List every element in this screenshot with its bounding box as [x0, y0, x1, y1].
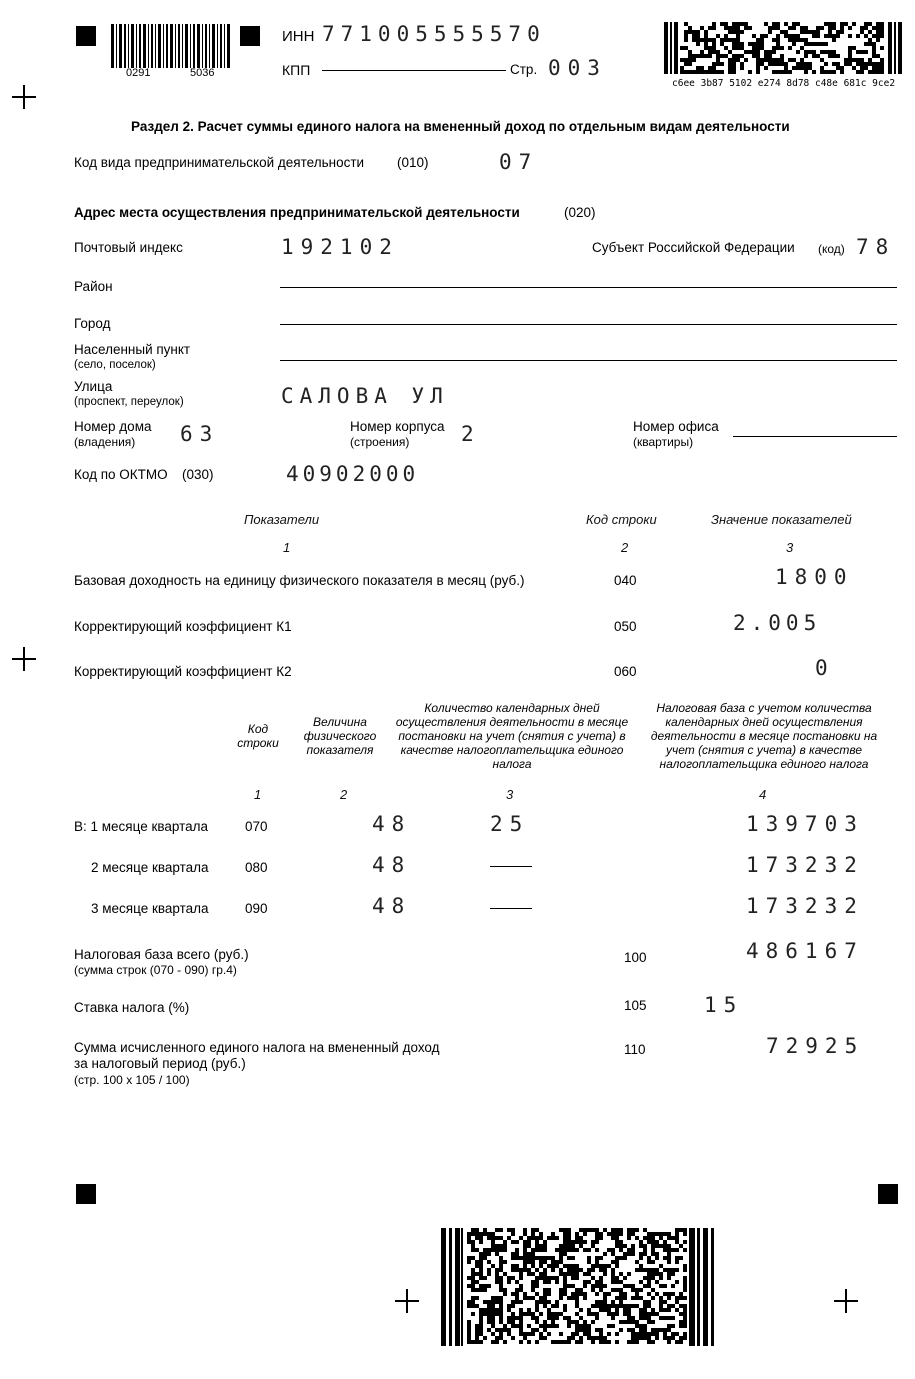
barcode-number-1: 0291	[126, 67, 151, 79]
page-number: 003	[548, 56, 607, 80]
code-header: Код строки	[586, 512, 657, 527]
house-sub: (владения)	[74, 435, 136, 449]
district-label: Район	[74, 279, 113, 294]
settlement-sub: (село, поселок)	[74, 359, 156, 371]
k2-value: 0	[815, 656, 835, 680]
street-label: Улица	[74, 379, 113, 394]
street-sub: (проспект, переулок)	[74, 396, 184, 408]
month-3-label: 3 месяце квартала	[91, 901, 209, 916]
house-label: Номер дома	[74, 419, 152, 434]
corner-marker-top-middle	[240, 26, 260, 46]
column-number: 4	[759, 787, 767, 802]
month-3-phys: 48	[372, 894, 412, 918]
monthly-base-header: Налоговая база с учетом количества календарных дней осуществления деятельности в месяце постановки на учет (снятия с учета) в качестве налогоплательщика единого налога	[650, 701, 878, 771]
tax-sum-label-2: за налоговый период (руб.)	[74, 1056, 246, 1071]
oktmo-code: (030)	[182, 467, 214, 482]
inn-value: 771005555570	[322, 22, 546, 46]
crosshair-mark	[395, 1289, 419, 1313]
postal-label: Почтовый индекс	[74, 240, 183, 255]
city-line	[280, 324, 897, 325]
row-code-050: 050	[614, 619, 637, 634]
section-title: Раздел 2. Расчет суммы единого налога на вмененный доход по отдельным видам деятельности	[131, 119, 790, 134]
oktmo-label: Код по ОКТМО	[74, 467, 168, 482]
activity-code-label: Код вида предпринимательской деятельности	[74, 155, 365, 170]
month-3-base: 173232	[746, 894, 864, 918]
address-title: Адрес места осуществления предпринимательской деятельности	[74, 205, 520, 220]
region-code-label: (код)	[818, 242, 845, 256]
tax-sum-sub: (стр. 100 х 105 / 100)	[74, 1073, 190, 1087]
corner-marker-top-left	[76, 26, 96, 46]
address-code: (020)	[564, 205, 596, 220]
month-1-phys: 48	[372, 812, 412, 836]
2d-barcode-top	[664, 22, 902, 74]
total-base-value: 486167	[746, 939, 864, 963]
kpp-underline	[322, 70, 506, 71]
linear-barcode	[111, 24, 231, 68]
row-code-105: 105	[624, 998, 647, 1013]
base-yield-label: Базовая доходность на единицу физического показателя в месяц (руб.)	[74, 573, 525, 588]
crosshair-mark	[12, 647, 36, 671]
k1-value: 2.005	[733, 611, 822, 635]
base-yield-value: 1800	[775, 565, 854, 589]
building-sub: (строения)	[350, 435, 410, 449]
settlement-label: Населенный пункт	[74, 342, 191, 357]
tax-rate-value: 15	[704, 993, 744, 1017]
monthly-code-header: Код строки	[237, 722, 279, 750]
value-header: Значение показателей	[711, 512, 852, 527]
page-label: Стр.	[510, 62, 538, 77]
month-2-phys: 48	[372, 853, 412, 877]
total-base-label: Налоговая база всего (руб.)	[74, 947, 249, 962]
month-2-days-dash	[490, 866, 532, 867]
2d-barcode-bottom	[441, 1228, 719, 1346]
month-1-base: 139703	[746, 812, 864, 836]
crosshair-mark	[12, 85, 36, 109]
monthly-phys-header: Величина физического показателя	[303, 715, 377, 757]
month-2-label: 2 месяце квартала	[91, 860, 209, 875]
row-code-070: 070	[245, 819, 268, 834]
column-number: 1	[283, 540, 291, 555]
region-value: 78	[856, 235, 896, 259]
monthly-days-header: Количество календарных дней осуществления деятельности в месяце постановки на учет (снятия с учета) в качестве налогоплательщика единого налога	[395, 701, 629, 771]
indicators-header: Показатели	[244, 512, 320, 527]
building-label: Номер корпуса	[350, 419, 445, 434]
row-code-090: 090	[245, 901, 268, 916]
column-number: 3	[786, 540, 794, 555]
month-2-base: 173232	[746, 853, 864, 877]
month-3-days-dash	[490, 908, 532, 909]
settlement-line	[280, 360, 897, 361]
column-number: 1	[254, 787, 262, 802]
inn-label: ИНН	[282, 28, 315, 45]
row-code-080: 080	[245, 860, 268, 875]
tax-sum-label-1: Сумма исчисленного единого налога на вмененный доход	[74, 1040, 440, 1055]
office-sub: (квартиры)	[633, 435, 694, 449]
month-1-days: 25	[490, 812, 530, 836]
house-value: 63	[180, 422, 220, 446]
barcode-hex-caption: c6ee 3b87 5102 e274 8d78 c48e 681c 9ce2	[672, 78, 896, 89]
region-label: Субъект Российской Федерации	[592, 240, 795, 255]
column-number: 3	[506, 787, 514, 802]
district-line	[280, 287, 897, 288]
city-label: Город	[74, 316, 111, 331]
row-code-100: 100	[624, 950, 647, 965]
column-number: 2	[340, 787, 348, 802]
crosshair-mark	[834, 1289, 858, 1313]
k2-label: Корректирующий коэффициент К2	[74, 664, 292, 679]
row-code-060: 060	[614, 664, 637, 679]
street-value: САЛОВА УЛ	[281, 384, 449, 408]
building-value: 2	[461, 422, 481, 446]
corner-marker-bottom-left	[76, 1184, 96, 1204]
month-1-label: В: 1 месяце квартала	[74, 819, 209, 834]
tax-rate-label: Ставка налога (%)	[74, 1000, 190, 1015]
row-code-110: 110	[624, 1042, 646, 1057]
barcode-number-2: 5036	[190, 67, 215, 79]
office-label: Номер офиса	[633, 419, 719, 434]
kpp-label: КПП	[282, 62, 311, 78]
office-line	[733, 436, 897, 437]
row-code-040: 040	[614, 573, 637, 588]
activity-code-num: (010)	[397, 155, 429, 170]
k1-label: Корректирующий коэффициент К1	[74, 619, 292, 634]
postal-value: 192102	[281, 235, 399, 259]
tax-sum-value: 72925	[766, 1034, 865, 1058]
corner-marker-bottom-right	[878, 1184, 898, 1204]
column-number: 2	[621, 540, 629, 555]
activity-code-value: 07	[499, 150, 539, 174]
oktmo-value: 40902000	[286, 462, 420, 486]
total-base-sub: (сумма строк (070 - 090) гр.4)	[74, 963, 237, 977]
